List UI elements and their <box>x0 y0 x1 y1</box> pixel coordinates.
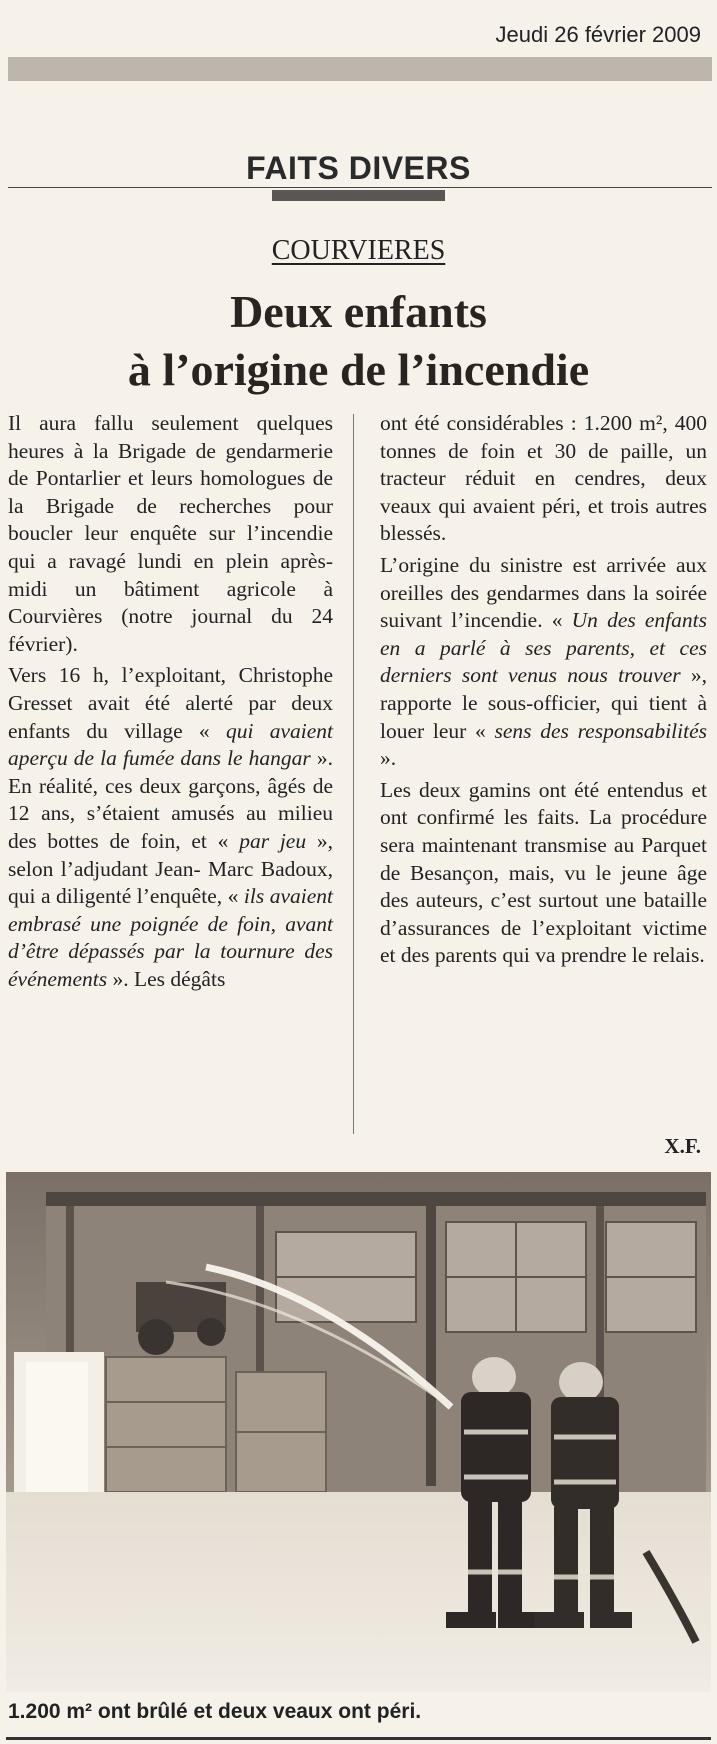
article-column-1 <box>8 410 333 997</box>
article-location: COURVIERES <box>271 235 446 266</box>
paragraph-intro: Il aura fallu seulement quelques heures à la Brigade de gendarmerie de Pontarlier et leurs homologues de la Brigade de recherches pour boucler leur enquête sur l’incendie qui a ravagé lundi en plein après-midi un bâtiment agricole à Courvières (notre journal du 24 février). <box>8 411 333 656</box>
text: ». En réalité, ces deux garçons, âgés de 12 ans, s’étaient amusés au milieu des bottes de foin, et « <box>8 746 333 853</box>
byline: X.F. <box>664 1134 701 1158</box>
bottom-rule <box>6 1737 711 1740</box>
article-column-2 <box>380 410 707 974</box>
headline-line-1: Deux enfants <box>230 286 487 337</box>
headline-line-2: à l’origine de l’incendie <box>127 344 590 395</box>
text: ». Les dégâts <box>112 966 226 991</box>
header-band <box>8 57 712 81</box>
text: ». <box>380 746 397 771</box>
paragraph-origin <box>380 552 707 773</box>
paragraph-procedure: Les deux gamins ont été entendus et ont confirmé les faits. La procédure sera maintenant transmise au Parquet de Besançon, mais, vu le jeune âge des auteurs, c’est surtout une bataille d’assurances de l’exploitant victime et des parents qui va prendre le relais. <box>380 777 707 968</box>
section-rule <box>8 187 712 188</box>
fire-scene-image <box>6 1172 711 1692</box>
paragraph-alert <box>8 662 333 993</box>
column-divider <box>353 414 354 1134</box>
section-underbar <box>272 190 445 201</box>
text: », rapporte le sous-officier, qui tient à louer leur « <box>380 663 707 743</box>
section-title: FAITS DIVERS <box>246 150 471 186</box>
article-headline <box>0 283 717 399</box>
text: », selon l’adjudant Jean- Marc Badoux, qui a diligenté l’enquête, « <box>8 828 333 909</box>
quote: Un des enfants en a parlé à ses parents, et ces derniers sont venus nous trouver <box>380 608 707 688</box>
quote: sens des responsabilités <box>485 718 707 743</box>
text: Vers 16 h, l’exploitant, Christophe Gresset avait été alerté par deux enfants du village « <box>8 663 333 743</box>
fire-photo <box>6 1172 711 1692</box>
quote: qui avaient aperçu de la fumée dans le hangar <box>8 718 333 771</box>
issue-date: Jeudi 26 février 2009 <box>495 22 701 47</box>
text: L’origine du sinistre est arrivée aux oreilles des gendarmes dans la soirée suivant l’incendie. « <box>380 552 707 633</box>
paragraph-damages: ont été considérables : 1.200 m², 400 tonnes de foin et 30 de paille, un tracteur réduit en cendres, deux veaux qui avaient péri, et trois autres blessés. <box>380 411 707 546</box>
quote: ils avaient embrasé une poignée de foin, avant d’être dépassés par la tournure des événements <box>8 884 333 991</box>
quote: par jeu <box>228 828 317 853</box>
photo-caption: 1.200 m² ont brûlé et deux veaux ont péri. <box>8 1700 422 1723</box>
